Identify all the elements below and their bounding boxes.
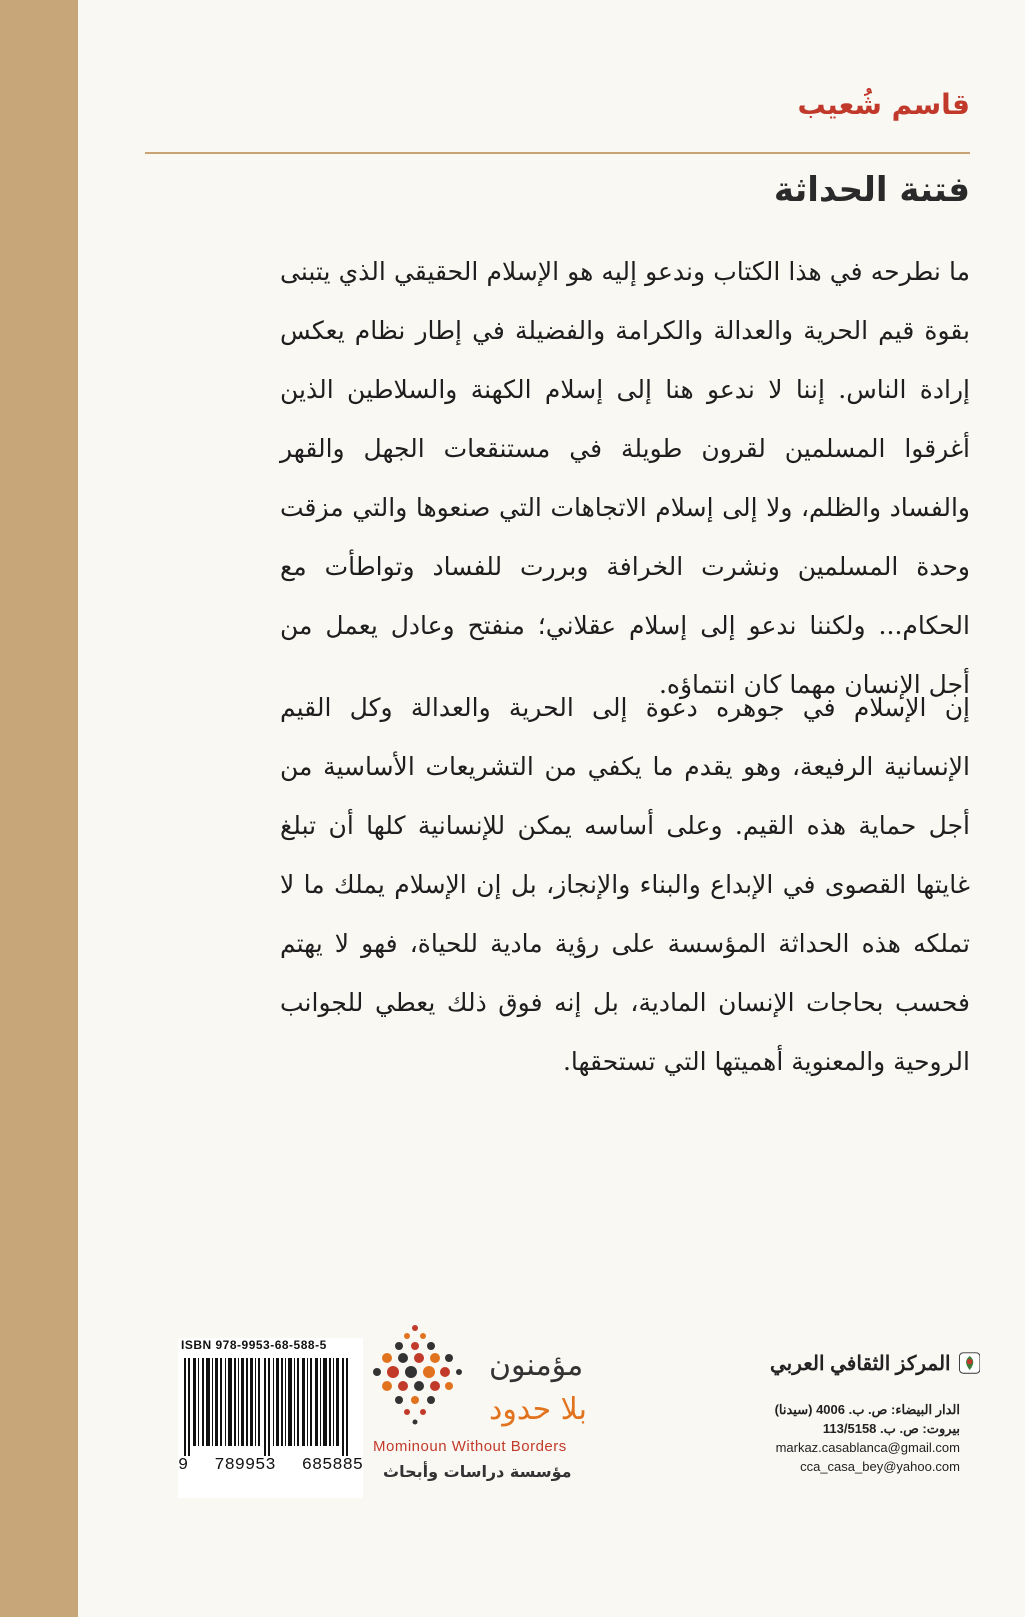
isbn-digit-first: 9 (178, 1456, 189, 1475)
publisher-name: المركز الثقافي العربي (770, 1352, 951, 1375)
mominoun-name-en: Mominoun Without Borders (373, 1438, 567, 1455)
publisher-logo-icon (959, 1340, 980, 1386)
barcode-bars (184, 1358, 356, 1456)
isbn-digits (178, 1456, 363, 1475)
blurb-paragraph-2: إن الإسلام في جوهره دعوة إلى الحرية والعدالة وكل القيم الإنسانية الرفيعة، وهو يقدم ما يكفي من التشريعات الأساسية من أجل حماية هذه القيم. وعلى أساسه يمكن للإنسانية كلها أن تبلغ غايتها القصوى في الإبداع والبناء والإنجاز، بل إن الإسلام يملك ما لا تملكه هذه الحداثة المؤسسة على رؤية مادية للحياة، فهو لا يهتم فحسب بحاجات الإنسان المادية، بل إنه فوق ذلك يعطي للجوانب الروحية والمعنوية أهميتها التي تستحقها. (280, 693, 970, 1076)
mominoun-name-line1: مؤمنون (489, 1348, 584, 1383)
book-spine-strip (0, 0, 78, 1617)
isbn-label: ISBN 978-9953-68-588-5 (181, 1338, 327, 1352)
publisher-contact (690, 1400, 960, 1476)
publisher-address-casablanca: الدار البيضاء: ص. ب. 4006 (سيدنا) (774, 1402, 960, 1417)
publisher-email-1: markaz.casablanca@gmail.com (775, 1440, 960, 1455)
mominoun-subtitle: مؤسسة دراسات وأبحاث (383, 1462, 572, 1481)
divider-rule (145, 152, 970, 154)
isbn-group-right: 685885 (301, 1456, 363, 1475)
publisher-block (770, 1340, 980, 1386)
isbn-group-left: 789953 (214, 1456, 276, 1475)
blurb-paragraph-1: ما نطرحه في هذا الكتاب وندعو إليه هو الإسلام الحقيقي الذي يتبنى بقوة قيم الحرية والعدالة والكرامة والفضيلة في إطار نظام يعكس إرادة الناس. إننا لا ندعو هنا إلى إسلام الكهنة والسلاطين الذين أغرقوا المسلمين لقرون طويلة في مستنقعات الجهل والقهر والفساد والظلم، ولا إلى إسلام الاتجاهات التي صنعوها والتي مزقت وحدة المسلمين ونشرت الخرافة وبررت للفساد وتواطأت مع الحكام... ولكننا ندعو إلى إسلام عقلاني؛ منفتح وعادل يعمل من أجل الإنسان مهما كان انتماؤه. (280, 257, 970, 699)
book-title: فتنة الحداثة (773, 170, 970, 210)
publisher-address-beirut: بيروت: ص. ب. 113/5158 (822, 1421, 960, 1436)
isbn-barcode (178, 1338, 363, 1498)
author-name: قاسم شُعيب (797, 88, 970, 121)
publisher-email-2: cca_casa_bey@yahoo.com (800, 1459, 960, 1474)
mominoun-logo-block (365, 1320, 635, 1490)
mominoun-dots-icon (365, 1320, 465, 1430)
mominoun-name-line2: بلا حدود (489, 1392, 587, 1427)
